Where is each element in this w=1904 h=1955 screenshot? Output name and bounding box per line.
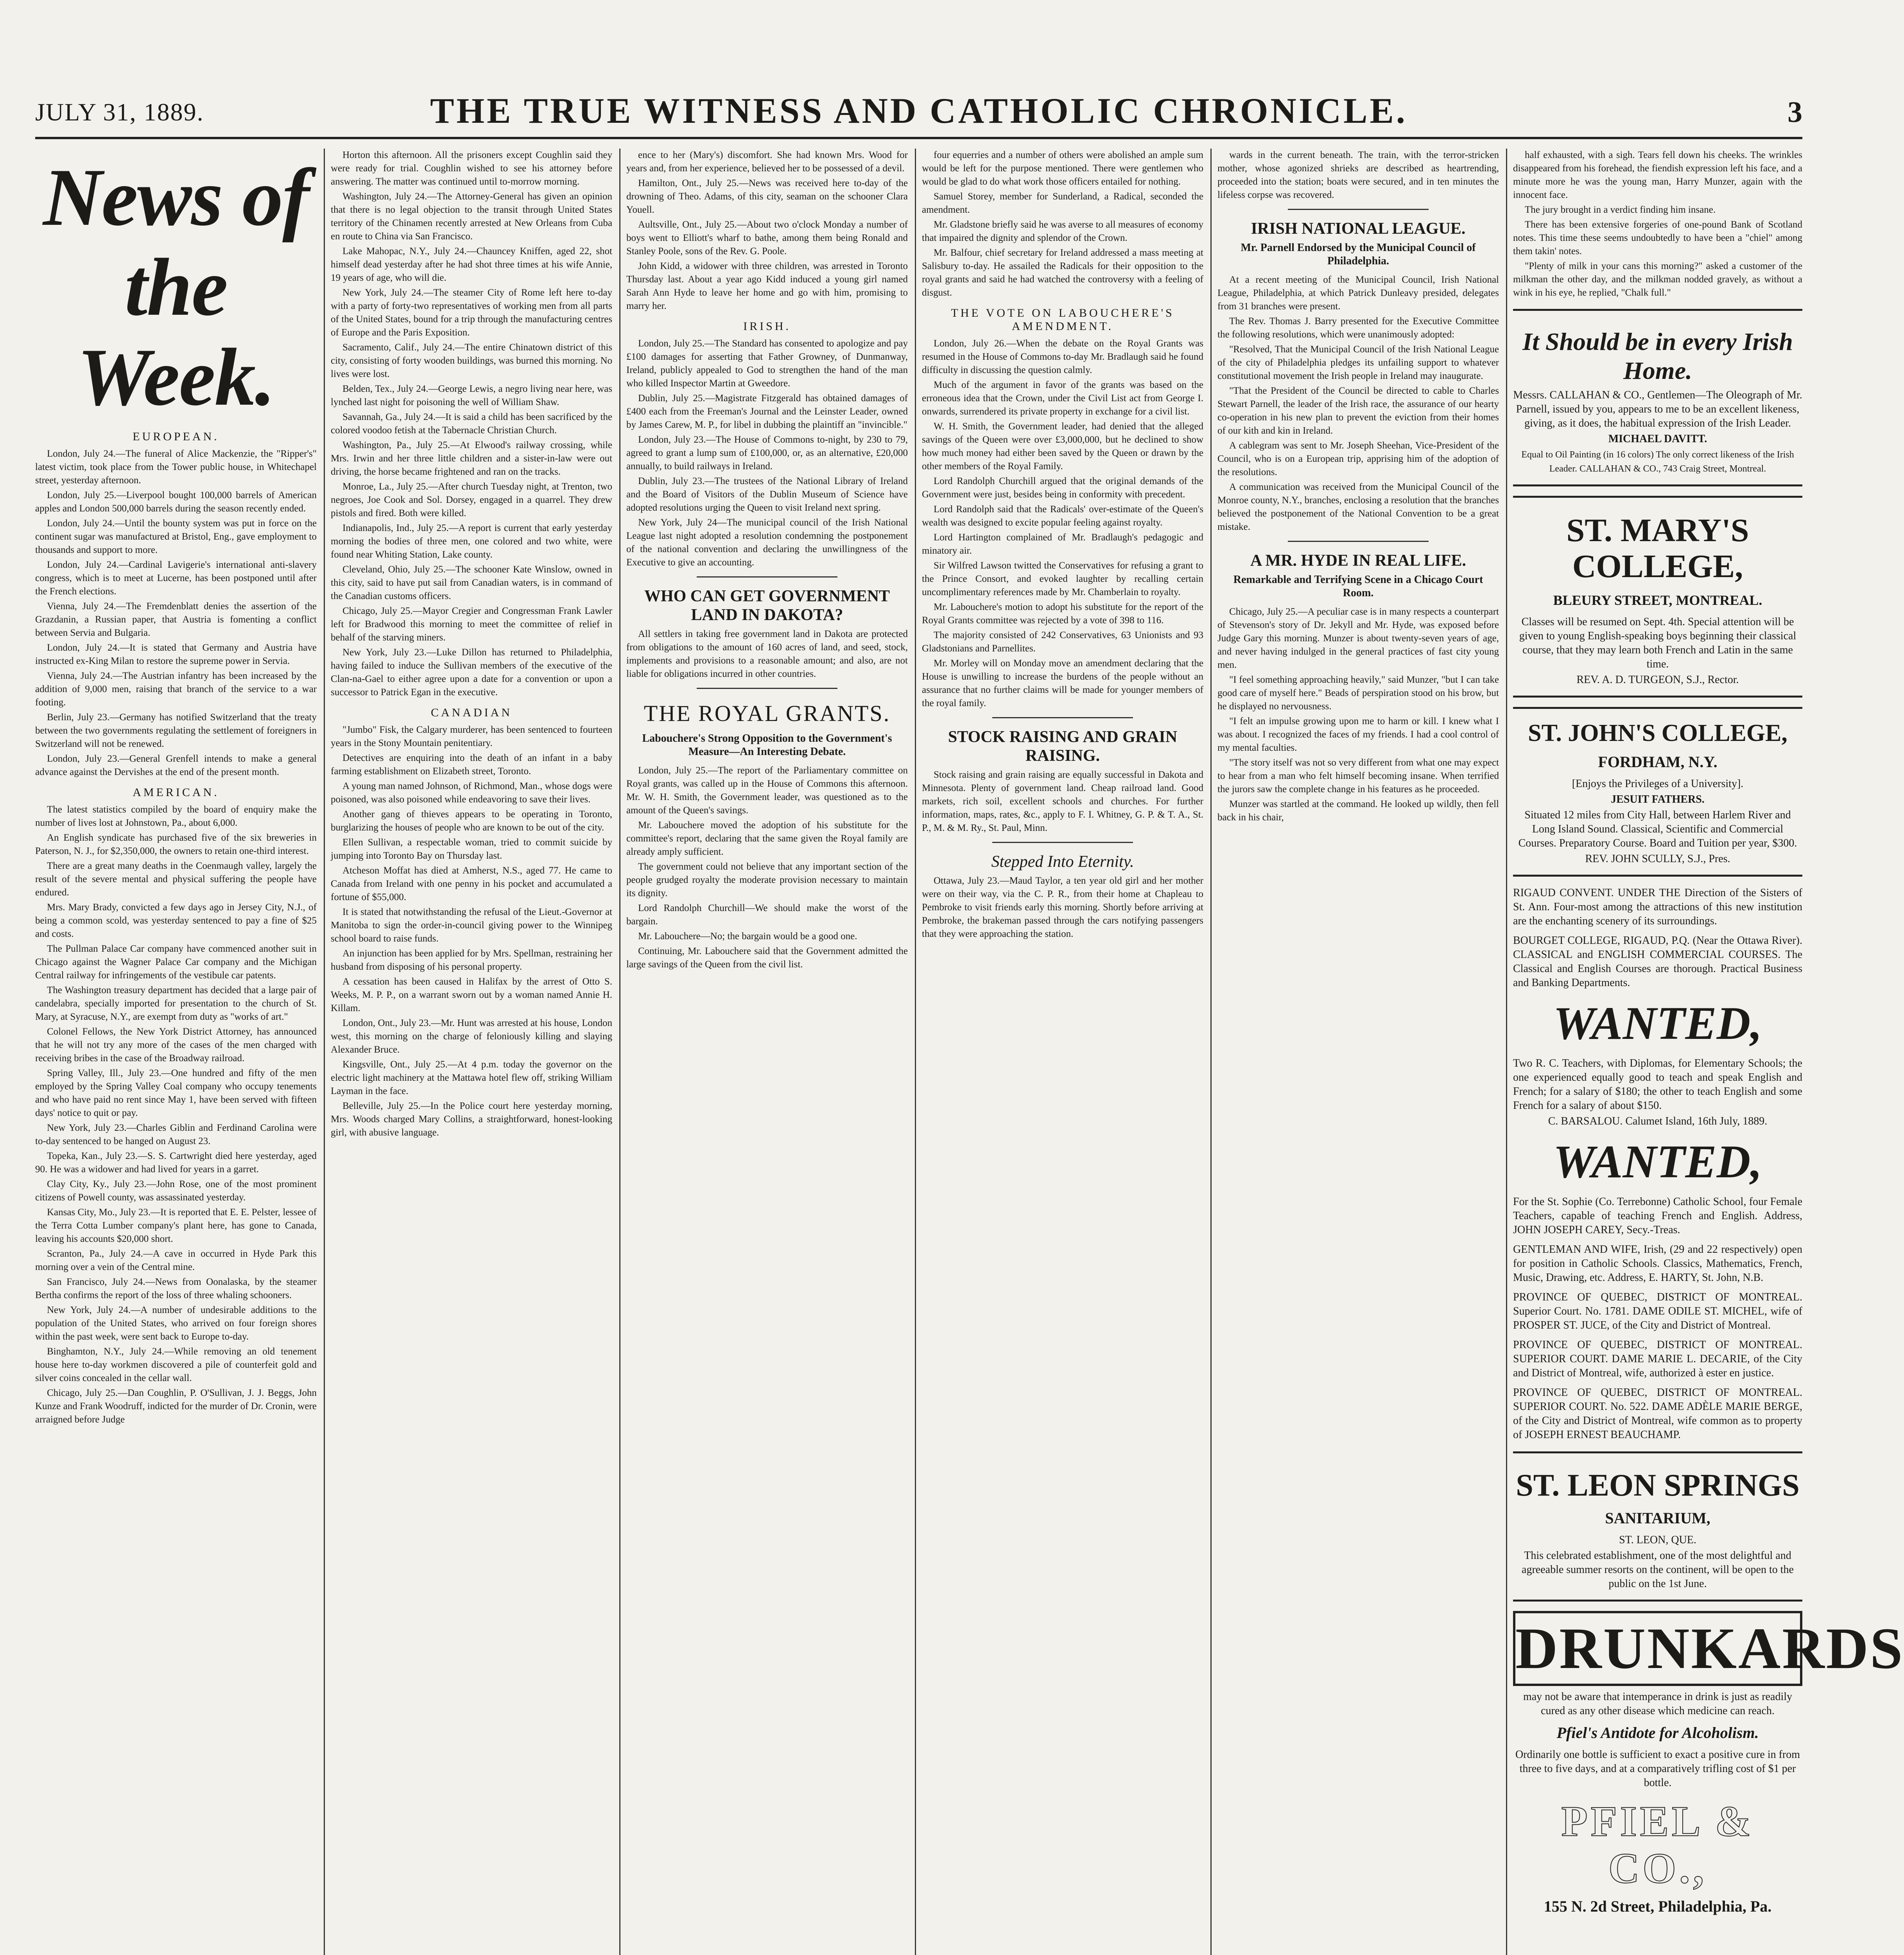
ad-note: [Enjoys the Privileges of a University]. [1572,778,1744,790]
ad-wanted-title: WANTED, [1553,997,1762,1049]
paragraph: Continuing, Mr. Labouchere said that the Government admitted the large savings of the Queen from the civil list. [626,946,908,970]
paragraph: The Pullman Palace Car company have commenced another suit in Chicago against the Wagner Palace Car company and the Michigan Central railway for infringements of the vestibule car patents. [35,943,317,981]
paragraph: Lord Randolph Churchill—We should make the worst of the bargain. [626,903,908,927]
paragraph: Berlin, July 23.—Germany has notified Switzerland that the treaty between the two governments regulating the settlement of foreigners in Switzerland will not be renewed. [35,712,317,749]
column-4 [922,149,1203,1955]
ad-signature: MICHAEL DAVITT. [1608,433,1707,445]
paragraph: The Washington treasury department has decided that a large pair of candelabra, specially imported for presentation to the church of St. Mary, at Syracuse, N.Y., are exempt from duty as "works of art." [35,985,317,1022]
paragraph: London, July 25.—The Standard has consented to apologize and pay £100 damages for asserting that Father Growney, of Dunmanway, Ireland, publicly appealed to God to strengthen the hand of the man who killed Inspector Martin at Gweedore. [626,338,908,389]
paragraph: There are a great many deaths in the Coenmaugh valley, largely the result of the severe mental and physical suffering the people have endured. [35,861,317,898]
paragraph: New York, July 23.—Luke Dillon has returned to Philadelphia, having failed to induce the Sullivan members of the executive of the Clan-na-Gael to either agree upon a date for a convention or upon a successor to Patrick Egan in the executive. [331,647,612,698]
ad-wanted-text: Two R. C. Teachers, with Diplomas, for Elementary Schools; the one experienced equally good to teach and speak English and French; for a salary of $180; the other to teach English and some French for a salary of about $150. [1513,1057,1802,1112]
paragraph: Cleveland, Ohio, July 25.—The schooner Kate Winslow, owned in this city, said to have put sail from Canadian waters, is in command of the Canadian customs officers. [331,564,612,601]
munzer-continued [1513,149,1802,300]
ad-text: Classes will be resumed on Sept. 4th. Special attention will be given to young English-speaking boys beginning their classical course, that they may learn both French and Latin in the same time. [1519,616,1796,670]
column-divider [1506,149,1507,1955]
ad-fathers: JESUIT FATHERS. [1611,793,1705,805]
legal-notice: PROVINCE OF QUEBEC, DISTRICT OF MONTREAL. Superior Court. No. 1781. DAME ODILE ST. MICHEL, wife of PROSPER ST. JUCE, of the City and District of Montreal. [1513,1291,1802,1331]
column-divider [324,149,325,1955]
mr-hyde-subheading: Remarkable and Terrifying Scene in a Chicago Court Room. [1233,574,1483,599]
ad-rigaud-convent: RIGAUD CONVENT. UNDER THE Direction of the Sisters of St. Ann. Four-most among the attractions of this new institution are the enchanting scenery of its surroundings. [1513,887,1802,927]
paragraph: An injunction has been applied for by Mrs. Spellman, restraining her husband from disposing of his personal property. [331,948,612,972]
paragraph: Spring Valley, Ill., July 23.—One hundred and fifty of the men employed by the Spring Valley Coal company who occupy tenements and who have paid no rent since May 1, have been served with fifteen days' notice to quit or pay. [35,1068,317,1118]
ad-wanted-text: For the St. Sophie (Co. Terrebonne) Catholic School, four Female Teachers, capable of teaching French and English. Address, JOHN JOSEPH CAREY, Secy.-Treas. [1513,1196,1802,1236]
masthead: THE TRUE WITNESS AND CATHOLIC CHRONICLE. [430,91,1407,131]
eternity-text [922,874,1203,941]
divider [697,576,837,578]
ad-pfiel-heading: Pfiel's Antidote for Alcoholism. [1556,1724,1759,1742]
section-canadian: CANADIAN [431,706,512,719]
paragraph: John Kidd, a widower with three children, was arrested in Toronto Thursday last. About a year ago Kidd induced a young girl named Sarah Ann Hyde to leave her home and go with him, promising to marry her. [626,261,908,311]
legal-notice: PROVINCE OF QUEBEC, DISTRICT OF MONTREAL. SUPERIOR COURT. No. 522. DAME ADÈLE MARIE BERGE, of the City and District of Montreal, wife common as to property of JOSEPH ERNEST BEAUCHAMP. [1513,1386,1802,1441]
paragraph: "The story itself was not so very different from what one may expect to hear from a man who felt himself becoming insane. When terrified the jurors saw the complete change in his features as he proceeded. [1217,757,1499,795]
ad-text: This celebrated establishment, one of the most delightful and agreeable summer resorts on the continent, will be open to the public on the 1st June. [1522,1550,1794,1590]
paragraph: Ottawa, July 23.—Maud Taylor, a ten year old girl and her mother were on their way, via the C. P. R., from their home at Chapleau to Pembroke to visit friends early this morning. Shortly before arriving at Pembroke, the brakeman passed through the cars notifying passengers that they were approaching the station. [922,875,1203,939]
ad-pfiel-text: Ordinarily one bottle is sufficient to exact a positive cure in from three to five days, and at a comparatively trifling cost of $1 per bottle. [1515,1749,1800,1789]
paragraph: London, July 26.—When the debate on the Royal Grants was resumed in the House of Commons to-day Mr. Bradlaugh said he found difficulty in discussing the question calmly. [922,338,1203,375]
paragraph: San Francisco, July 24.—News from Oonalaska, by the steamer Bertha confirms the report of the loss of three whaling schooners. [35,1277,317,1300]
paragraph: W. H. Smith, the Government leader, had denied that the alleged savings of the Queen were over £3,000,000, but he declined to show how much money had either been saved by the Queen or drawn by the other members of the Royal Family. [922,421,1203,472]
paragraph: All settlers in taking free government land in Dakota are protected from obligations to the amount of 160 acres of land, and seed, stock, implements and provisions to a reasonable amount; and also, are not liable for obligations incurred in other countries. [626,629,908,679]
ad-title: ST. JOHN'S COLLEGE, [1528,720,1787,746]
paragraph: Mrs. Mary Brady, convicted a few days ago in Jersey City, N.J., of being a common scold, was yesterday sentenced to pay a fine of $25 and costs. [35,902,317,939]
ad-bourget-college: BOURGET COLLEGE, RIGAUD, P.Q. (Near the Ottawa River). CLASSICAL and ENGLISH COMMERCIAL COURSES. The Classical and English Courses are thorough. Practical Business and Banking Departments. [1513,934,1802,989]
paragraph: Binghamton, N.Y., July 24.—While removing an old tenement house here to-day workmen discovered a pile of counterfeit gold and silver coins concealed in the cellar wall. [35,1346,317,1383]
paragraph: Clay City, Ky., July 23.—John Rose, one of the most prominent citizens of Powell county, was assassinated yesterday. [35,1179,317,1203]
section-american: AMERICAN. [133,786,219,799]
ad-title: It Should be in every Irish Home. [1522,328,1793,384]
royal-grants-text [626,764,908,971]
column-3 [626,149,908,1955]
paragraph: A communication was received from the Municipal Council of the Monroe county, N.Y., branches, enclosing a resolution that the branches believed the postponement of the National Convention to be a great mistake. [1217,482,1499,532]
paragraph: Much of the argument in favor of the grants was based on the erroneous idea that the Crown, under the Civil List act from George I. onwards, surrendered its private property in exchange for a civil list. [922,380,1203,417]
column-2 [331,149,612,1955]
ad-place: ST. LEON, QUE. [1619,1534,1696,1546]
column-divider [915,149,916,1955]
paragraph: Chicago, July 25.—Dan Coughlin, P. O'Sullivan, J. J. Beggs, John Kunze and Frank Woodruff, indicted for the murder of Dr. Cronin, were arraigned before Judge [35,1388,317,1425]
header-rule [35,137,1802,139]
ad-drunkards-title: DRUNKARDS [1513,1611,1802,1686]
eternity-continued [1217,149,1499,202]
dakota-land-text [626,628,908,681]
paragraph: Atcheson Moffat has died at Amherst, N.S., aged 77. He came to Canada from Ireland with one penny in his pocket and accumulated a fortune of $55,000. [331,865,612,902]
canadian-news [331,723,612,1139]
paragraph: "I feel something approaching heavily," said Munzer, "but I can take good care of myself here." Beads of perspiration stood on his brow, but he displayed no nervousness. [1217,674,1499,712]
paragraph: Washington, July 24.—The Attorney-General has given an opinion that there is no legal objection to the transit through United States territory of the Chinamen recently arrested at New Orleans from Cuba en route to China via San Francisco. [331,191,612,242]
ad-footer: Equal to Oil Painting (in 16 colors) The only correct likeness of the Irish Leader. CALLAHAN & CO., 743 Craig Street, Montreal. [1521,450,1794,474]
ad-wanted-title: WANTED, [1553,1135,1762,1187]
ad-pfiel-address: 155 N. 2d Street, Philadelphia, Pa. [1544,1898,1772,1915]
paragraph: New York, July 24.—A number of undesirable additions to the population of the United States, who arrived on four foreign shores within the past week, were sent back to Europe to-day. [35,1305,317,1342]
page-number: 3 [1787,96,1802,129]
paragraph: Scranton, Pa., July 24.—A cave in occurred in Hyde Park this morning over a vein of the Central mine. [35,1248,317,1272]
ad-subtitle: BLEURY STREET, MONTREAL. [1553,592,1762,608]
paragraph: Indianapolis, Ind., July 25.—A report is current that early yesterday morning the bodies of three men, one colored and two white, were found near Whiting Station, Lake county. [331,523,612,560]
paragraph: Stock raising and grain raising are equally successful in Dakota and Minnesota. Plenty of government land. Cheap railroad land. Good markets, rich soil, excellent schools and churches. For further information, maps, rates, &c., apply to F. I. Whitney, G. P. & T. A., St. P., M. & M. Ry., St. Paul, Minn. [922,769,1203,833]
vote-text [922,337,1203,710]
ad-title: ST. MARY'S COLLEGE, [1566,512,1749,585]
column-6-advertisements [1513,149,1904,1955]
section-european: EUROPEAN. [133,430,219,443]
divider [992,842,1133,843]
royal-grants-continued [922,149,1203,300]
paragraph: half exhausted, with a sigh. Tears fell down his cheeks. The wrinkles disappeared from his forehead, the fiendish expression left his face, and a minute more he was the young man, Harry Munzer, again with the innocent face. [1513,150,1802,200]
paragraph: "I felt an impulse growing upon me to harm or kill. I knew what I was about. I recognized the faces of my friends. I had a cool control of my mental faculties. [1217,716,1499,753]
paragraph: The jury brought in a verdict finding him insane. [1525,204,1716,215]
paragraph: Mr. Labouchere moved the adoption of his substitute for the committee's report, declaring that the same given the Royal family are already amply sufficient. [626,820,908,857]
paragraph: Lord Randolph Churchill argued that the original demands of the Government were just, besides being in conformity with precedent. [922,476,1203,500]
ad-wanted-signature: C. BARSALOU. Calumet Island, 16th July, 1889. [1548,1115,1768,1127]
paragraph: Sacramento, Calif., July 24.—The entire Chinatown district of this city, consisting of forty wooden buildings, was burned this morning. No lives were lost. [331,342,612,379]
paragraph: Detectives are enquiring into the death of an infant in a baby farming establishment on Elizabeth street, Toronto. [331,753,612,777]
paragraph: Mr. Labouchere's motion to adopt his substitute for the report of the Royal Grants committee was rejected by a vote of 398 to 116. [922,602,1203,626]
ad-pfiel-title: PFIEL & CO., [1561,1797,1754,1892]
ad-signature: REV. JOHN SCULLY, S.J., Pres. [1585,853,1730,865]
paragraph: At a recent meeting of the Municipal Council, Irish National League, Philadelphia, at which Patrick Dunleavy presided, delegates from 31 branches were present. [1217,274,1499,312]
paragraph: Monroe, La., July 25.—After church Tuesday night, at Trenton, two negroes, Joe Cook and Sol. Dorsey, engaged in a quarrel. They drew pistols and fired. Both were killed. [331,481,612,518]
vote-heading: THE VOTE ON LABOUCHERE'S AMENDMENT. [951,307,1174,333]
paragraph: four equerries and a number of others were abolished an ample sum would be left for the purpose mentioned. There were gentlemen who would be glad to do what work those officers entailed for nothing. [922,150,1203,187]
paragraph: Dublin, July 25.—Magistrate Fitzgerald has obtained damages of £400 each from the Freeman's Journal and the Leinster Leader, owned by James Carew, M. P., for libel in dubbing the plaintiff an "invincible." [626,393,908,430]
ad-signature: REV. A. D. TURGEON, S.J., Rector. [1576,674,1739,686]
ad-subtitle: FORDHAM, N.Y. [1598,753,1718,771]
paragraph: "Jumbo" Fisk, the Calgary murderer, has been sentenced to fourteen years in the Stony Mountain penitentiary. [331,725,612,748]
paragraph: Lord Randolph said that the Radicals' over-estimate of the Queen's wealth was designed to excite popular feeling against royalty. [922,504,1203,528]
royal-grants-subheading: Labouchere's Strong Opposition to the Government's Measure—An Interesting Debate. [642,732,892,758]
paragraph: Colonel Fellows, the New York District Attorney, has announced that he will not try any more of the cases of the men charged with receiving bribes in the case of the Broadway railroad. [35,1026,317,1064]
paragraph: London, July 24.—Cardinal Lavigerie's international anti-slavery congress, which is to meet at Lucerne, has been postponed until after the French elections. [35,560,317,597]
paragraph: London, July 25.—The report of the Parliamentary committee on Royal grants, was called up in the House of Commons this afternoon. Mr. W. H. Smith, the Government leader, was questioned as to the amount of the Queen's savings. [626,765,908,816]
paragraph: There has been extensive forgeries of one-pound Bank of Scotland notes. This time these seems undoubtedly to have been a "chiel" among them takin' notes. [1513,219,1802,256]
ad-text: Messrs. CALLAHAN & CO., Gentlemen—The Oleograph of Mr. Parnell, issued by you, appears to me to be an excellent likeness, giving, as it does, the habitual expression of the Irish Leader. [1513,389,1802,429]
paragraph: The majority consisted of 242 Conservatives, 63 Unionists and 93 Gladstonians and Parnellites. [922,630,1203,654]
column-divider [1210,149,1212,1955]
paragraph: "Resolved, That the Municipal Council of the Irish National League of the city of Philadelphia pledges its unfailing support to whatever constitutional movement the Irish people in Ireland may inaugurate. [1217,344,1499,381]
paragraph: It is stated that notwithstanding the refusal of the Lieut.-Governor at Manitoba to sign the order-in-council giving power to the Winnipeg school board to raise funds. [331,907,612,944]
paragraph: "Plenty of milk in your cans this morning?" asked a customer of the milkman the other day, and the milkman nodded gravely, as without a wink in his eye, he replied, "Chalk full." [1513,261,1802,298]
ad-gentleman-wife: GENTLEMAN AND WIFE, Irish, (29 and 22 respectively) open for position in Catholic Schools. Classics, Mathematics, French, Music, Drawing, etc. Address, E. HARTY, St. John, N.B. [1513,1243,1802,1284]
paragraph: Belden, Tex., July 24.—George Lewis, a negro living near here, was lynched last night for poisoning the well of William Shaw. [331,384,612,407]
paragraph: Mr. Balfour, chief secretary for Ireland addressed a mass meeting at Salisbury to-day. He assailed the Radicals for their opposition to the royal grants and said he had watched the controversy with a feeling of disgust. [922,248,1203,298]
paragraph: Mr. Morley will on Monday move an amendment declaring that the House is unwilling to increase the burdens of the people without an assurance that no further claims will be made for younger members of the royal family. [922,658,1203,708]
paragraph: ence to her (Mary's) discomfort. She had known Mrs. Wood for years and, from her experience, believed her to be possessed of a devil. [626,150,908,174]
paragraph: Vienna, July 24.—The Fremdenblatt denies the assertion of the Grazdanin, a Russian paper, that Austria is fomenting a conflict between Servia and Bulgaria. [35,601,317,638]
paragraph: Chicago, July 25.—Mayor Cregier and Congressman Frank Lawler left for Bradwood this morning to meet the committee of relief in behalf of the starving miners. [331,606,612,643]
paragraph: Ellen Sullivan, a respectable woman, tried to commit suicide by jumping into Toronto Bay on Thursday last. [331,837,612,861]
paragraph: London, July 23.—General Grenfell intends to make a general advance against the Dervishes at the end of the present month. [35,753,317,777]
paragraph: Belleville, July 25.—In the Police court here yesterday morning, Mrs. Woods charged Mary Collins, a straightforward, honest-looking girl, with abusive language. [331,1101,612,1138]
column-1 [35,149,317,1955]
paragraph: New York, July 23.—Charles Giblin and Ferdinand Carolina were to-day sentenced to be hanged on August 23. [35,1123,317,1146]
paragraph: A cessation has been caused in Halifax by the arrest of Otto S. Weeks, M. P. P., on a warrant sworn out by a woman named Annie H. Killam. [331,976,612,1013]
heading-stock-raising: STOCK RAISING AND GRAIN RAISING. [948,728,1178,765]
paragraph: London, July 23.—The House of Commons to-night, by 230 to 79, agreed to grant a lump sum of £100,000, or, as an alternative, £20,000 annually, to build railways in Ireland. [626,434,908,472]
paragraph: An English syndicate has purchased five of the six breweries in Paterson, N. J., for $2,350,000, the owners to retain one-third interest. [35,832,317,856]
paragraph: "That the President of the Council be directed to cable to Charles Stewart Parnell, the leader of the Irish race, the assurance of our hearty co-operation in his new plan to prevent the eviction from their homes of our kith and kin in Ireland. [1217,386,1499,436]
paragraph: Lake Mahopac, N.Y., July 24.—Chauncey Kniffen, aged 22, shot himself dead yesterday after he had shot three times at his wife Annie, 19 years of age, who will die. [331,246,612,283]
paragraph: Aultsville, Ont., July 25.—About two o'clock Monday a number of boys went to Elliott's wharf to bathe, among them being Ronald and Stanley Poole, sons of the Rev. G. Poole. [626,219,908,256]
paragraph: London, July 24.—The funeral of Alice Mackenzie, the "Ripper's" latest victim, took place from the Tower public house, in Whitechapel street, yesterday afternoon. [35,448,317,486]
paragraph: Chicago, July 25.—A peculiar case is in many respects a counterpart of Stevenson's story of Dr. Jekyll and Mr. Hyde, was exposed before Judge Gary this morning. Munzer is about twenty-seven years of age, and never having indulged in the general practices of fast city young men. [1217,606,1499,670]
heading-royal-grants: THE ROYAL GRANTS. [644,701,891,726]
column-divider [619,149,620,1955]
paragraph: Washington, Pa., July 25.—At Elwood's railway crossing, while Mrs. Irwin and her three little children and a sister-in-law were out driving, the horse became frightened and ran on the tracks. [331,440,612,477]
ad-st-johns-college [1513,707,1802,877]
paragraph: New York, July 24—The municipal council of the Irish National League last night adopted a resolution condemning the postponement of the national convention and declaring the unwillingness of the Executive to give an accounting. [626,517,908,568]
paragraph: New York, July 24.—The steamer City of Rome left here to-day with a party of forty-two representatives of working men from all parts of the United States, bound for a trip through the manufacturing centres of Europe and the Paris Exposition. [331,287,612,338]
irish-league-text [1217,273,1499,534]
paragraph: Hamilton, Ont., July 25.—News was received here to-day of the drowning of Theo. Adams, of this city, seaman on the schooner Clara Youell. [626,178,908,215]
paragraph: London, July 24.—Until the bounty system was put in force on the continent sugar was manufactured at Bristol, Eng., gave employment to thousands and support to more. [35,518,317,555]
paragraph: Topeka, Kan., July 23.—S. S. Cartwright died here yesterday, aged 90. He was a widower and had lived for years in a garret. [35,1151,317,1175]
paragraph: Lord Hartington complained of Mr. Bradlaugh's pedagogic and minatory air. [922,532,1203,556]
paragraph: A cablegram was sent to Mr. Joseph Sheehan, Vice-President of the Council, who is on a European trip, apprising him of the adoption of the resolutions. [1217,440,1499,477]
american-news [35,803,317,1426]
ad-drunkards-text: may not be aware that intemperance in drink is just as readily cured as any other disease which medicine can reach. [1523,1691,1793,1717]
heading-irish-league: IRISH NATIONAL LEAGUE. [1251,220,1466,238]
paragraph: Dublin, July 23.—The trustees of the National Library of Ireland and the Board of Visitors of the Dublin Museum of Science have adopted resolutions urging the Queen to visit Ireland next spring. [626,476,908,513]
paragraph: Vienna, July 24.—The Austrian infantry has been increased by the addition of 9,000 men, raising that branch of the service to a war footing. [35,671,317,708]
ad-parnell-oleograph [1513,309,1802,486]
paragraph: A young man named Johnson, of Richmond, Man., whose dogs were poisoned, was also poisoned while endeavoring to save their lives. [331,781,612,805]
news-items [626,149,908,313]
paragraph: London, July 25.—Liverpool bought 100,000 barrels of American apples and London 500,000 barrels during the season recently ended. [35,490,317,514]
paragraph: The government could not believe that any important section of the people grudged royalty the moderate provision necessary to maintain its dignity. [626,861,908,899]
paragraph: Horton this afternoon. All the prisoners except Coughlin said they were ready for trial. Coughlin wished to see his attorney before answering. The matter was continued until to-morrow morning. [331,150,612,187]
divider [697,688,837,689]
paragraph: Munzer was startled at the command. He looked up wildly, then fell back in his chair, [1217,799,1499,823]
issue-date: JULY 31, 1889. [35,98,204,126]
irish-league-subheading: Mr. Parnell Endorsed by the Municipal Council of Philadelphia. [1241,242,1476,267]
paragraph: Mr. Labouchere—No; the bargain would be a good one. [638,931,857,942]
paragraph: Another gang of thieves appears to be operating in Toronto, burglarizing the houses of people who are known to be out of the city. [331,809,612,833]
paragraph: Kingsville, Ont., July 25.—At 4 p.m. today the governor on the electric light machinery at the Mattawa hotel flew off, striking William Layman in the face. [331,1059,612,1096]
paragraph: London, July 24.—It is stated that Germany and Austria have instructed ex-King Milan to restore the supreme power in Servia. [35,642,317,666]
paragraph: Savannah, Ga., July 24.—It is said a child has been sacrificed by the colored voodoo fetish at the Tabernacle Christian Church. [331,412,612,436]
page-header [35,90,1802,133]
paragraph: wards in the current beneath. The train, with the terror-stricken mother, whose agonized shrieks are described as heartrending, proceeded into the station; boats were secured, and in ten minutes the lifeless corpse was recovered. [1217,150,1499,200]
paragraph: The Rev. Thomas J. Barry presented for the Executive Committee the following resolutions, which were unanimously adopted: [1217,316,1499,340]
european-news [35,447,317,779]
ad-title: ST. LEON SPRINGS [1516,1468,1800,1503]
ad-st-marys-college [1513,496,1802,698]
paragraph: Mr. Gladstone briefly said he was averse to all measures of economy that impaired the dignity and splendor of the Crown. [922,219,1203,243]
mr-hyde-text [1217,605,1499,824]
column-5 [1217,149,1499,1955]
divider [1288,209,1429,210]
heading-dakota-land: WHO CAN GET GOVERNMENT LAND IN DAKOTA? [644,587,890,624]
legal-notice: PROVINCE OF QUEBEC, DISTRICT OF MONTREAL. SUPERIOR COURT. DAME MARIE L. DECARIE, of the City and District of Montreal, wife, authorized à ester en justice. [1513,1339,1802,1379]
divider [1288,541,1429,542]
stock-raising-text [922,768,1203,835]
paragraph: Samuel Storey, member for Sunderland, a Radical, seconded the amendment. [922,191,1203,215]
paragraph: London, Ont., July 23.—Mr. Hunt was arrested at his house, London west, this morning on the charge of feloniously killing and slaying Alexander Bruce. [331,1018,612,1055]
irish-news [626,337,908,569]
section-title: News of the Week. [43,152,309,423]
paragraph: Kansas City, Mo., July 23.—It is reported that E. E. Pelster, lessee of the Terra Cotta Lumber company's plant here, has gone to Canada, leaving his accounts $20,000 short. [35,1207,317,1244]
divider [992,717,1133,718]
ad-text: Situated 12 miles from City Hall, between Harlem River and Long Island Sound. Classical, Scientific and Commercial Courses. Preparatory Course. Board and Tuition per year, $300. [1518,809,1797,849]
heading-mr-hyde: A MR. HYDE IN REAL LIFE. [1250,552,1466,570]
paragraph: The latest statistics compiled by the board of enquiry make the number of lives lost at Johnstown, Pa., about 6,000. [35,804,317,828]
ad-subtitle: SANITARIUM, [1605,1509,1710,1527]
section-irish: IRISH. [743,320,791,333]
paragraph: Sir Wilfred Lawson twitted the Conservatives for refusing a grant to the Prince Consort, and evoked laughter by recalling certain uncomplimentary references made by Mr. Chamberlain to royalty. [922,560,1203,597]
heading-eternity: Stepped Into Eternity. [991,853,1134,871]
ad-st-leon-springs [1513,1451,1802,1602]
news-items [331,149,612,699]
